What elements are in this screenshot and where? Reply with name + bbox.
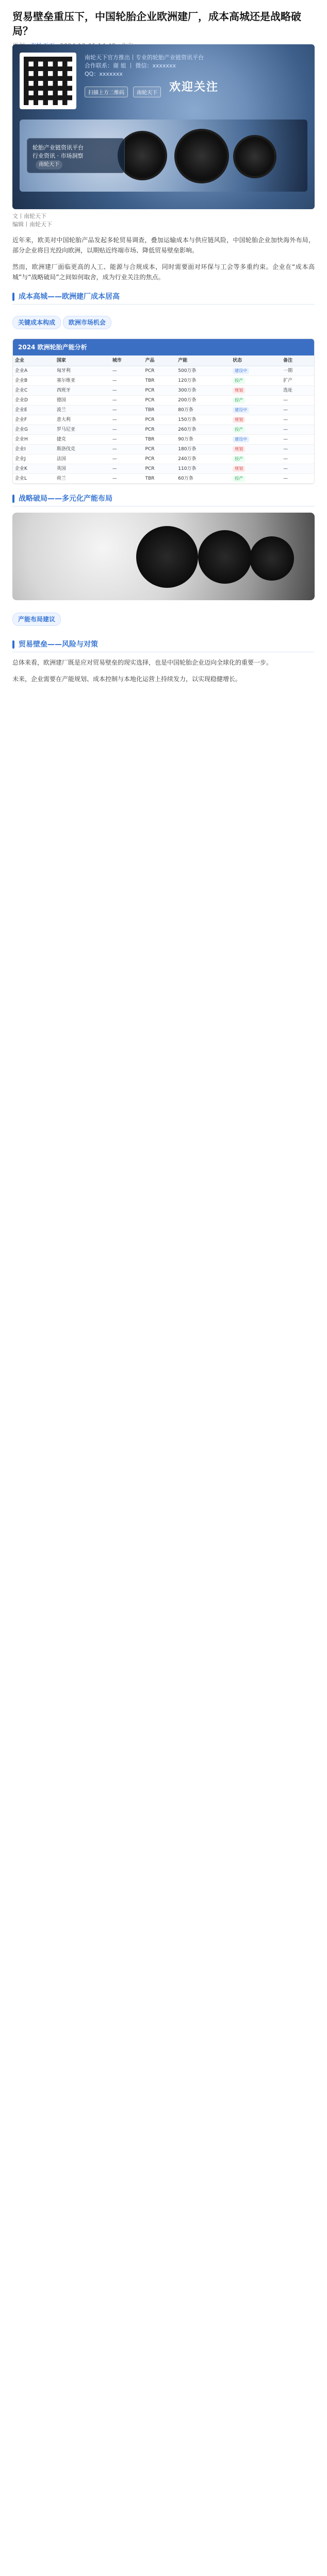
table-cell: TBR — [143, 376, 176, 386]
source-info — [12, 212, 315, 229]
hero-panel-pill: 南轮天下 — [36, 160, 62, 170]
table-cell: — — [281, 454, 314, 464]
table-header: 国家 — [55, 355, 110, 366]
table-cell: 企业F — [13, 415, 55, 425]
table-head — [13, 355, 314, 366]
table-cell: 扩产 — [281, 376, 314, 386]
hero-intro — [85, 54, 305, 78]
table-cell: 企业L — [13, 474, 55, 484]
table-cell — [231, 415, 281, 425]
table-cell — [231, 445, 281, 454]
tire-icon — [118, 131, 167, 180]
table-cell: 90万条 — [176, 435, 231, 445]
section-heading — [12, 492, 315, 506]
table-header: 城市 — [110, 355, 143, 366]
table-row — [13, 396, 314, 405]
subheading: 产能布局建议 — [12, 613, 61, 626]
table-cell: 260万条 — [176, 425, 231, 435]
table-cell: — — [110, 464, 143, 474]
table-header: 产能 — [176, 355, 231, 366]
table-cell: 110万条 — [176, 464, 231, 474]
table-header: 产品 — [143, 355, 176, 366]
table-cell: — — [281, 425, 314, 435]
table-cell — [231, 425, 281, 435]
table-cell: — — [110, 415, 143, 425]
table-cell: 波兰 — [55, 405, 110, 415]
table-cell: 斯洛伐克 — [55, 445, 110, 454]
table-row — [13, 386, 314, 396]
status-badge: 建设中 — [233, 368, 249, 374]
table-header: 状态 — [231, 355, 281, 366]
table-cell: — — [110, 405, 143, 415]
table-cell: 企业H — [13, 435, 55, 445]
tire-icon — [250, 536, 294, 581]
table-row — [13, 464, 314, 474]
hero-panel-subtitle: 行业资讯 · 市场洞察 — [32, 152, 84, 159]
table-row — [13, 415, 314, 425]
table-cell: 德国 — [55, 396, 110, 405]
table-cell: — — [281, 445, 314, 454]
table-cell: PCR — [143, 366, 176, 376]
table-cell: 意大利 — [55, 415, 110, 425]
table-cell: 匈牙利 — [55, 366, 110, 376]
table-cell: 企业I — [13, 445, 55, 454]
article-header — [0, 0, 327, 44]
status-badge: 规划 — [233, 446, 245, 452]
section-heading — [12, 637, 315, 652]
table-cell: 240万条 — [176, 454, 231, 464]
table-cell: 企业D — [13, 396, 55, 405]
table-row — [13, 435, 314, 445]
table-cell: — — [110, 454, 143, 464]
table-cell: TBR — [143, 405, 176, 415]
table-cell — [231, 386, 281, 396]
qr-code-pattern — [24, 57, 72, 105]
hero-buttons — [85, 87, 161, 97]
table-cell: 选址 — [281, 386, 314, 396]
hero-button-scan[interactable]: 扫描上方二维码 — [85, 87, 128, 97]
source-line-2: 编辑丨南轮天下 — [12, 221, 52, 228]
table-cell: — — [281, 415, 314, 425]
table-cell: 企业E — [13, 405, 55, 415]
table-cell: 企业J — [13, 454, 55, 464]
hero-image — [20, 120, 307, 192]
status-badge: 建设中 — [233, 436, 249, 443]
table-row — [13, 405, 314, 415]
table-cell: 200万条 — [176, 396, 231, 405]
status-badge: 规划 — [233, 387, 245, 394]
capacity-table — [12, 338, 315, 484]
table-cell: — — [281, 396, 314, 405]
status-badge: 投产 — [233, 378, 245, 384]
tire-icon — [136, 526, 198, 588]
tire-icon — [174, 129, 229, 183]
section-accent-bar — [12, 640, 14, 649]
table-title: 2024 欧洲轮胎产能分析 — [13, 339, 314, 355]
status-badge: 投产 — [233, 476, 245, 482]
paragraph: 然而，欧洲建厂面临更高的人工、能源与合规成本，同时需要面对环保与工会等多重约束。企业在“成本高城”与“战略破局”之间如何取舍，成为行业关注的焦点。 — [12, 263, 315, 281]
status-badge: 投产 — [233, 456, 245, 462]
status-badge: 规划 — [233, 417, 245, 423]
table-cell: 一期 — [281, 366, 314, 376]
table-cell: TBR — [143, 474, 176, 484]
table-cell: 60万条 — [176, 474, 231, 484]
paragraph: 近年来，欧美对中国轮胎产品发起多轮贸易调查，叠加运输成本与供应链风险，中国轮胎企业加快海外布局，部分企业将目光投向欧洲，以期贴近终端市场、降低贸易壁垒影响。 — [12, 236, 315, 254]
table-cell: PCR — [143, 396, 176, 405]
table-cell — [231, 405, 281, 415]
table-cell: 法国 — [55, 454, 110, 464]
table-cell: PCR — [143, 454, 176, 464]
table-cell: PCR — [143, 464, 176, 474]
table-cell — [231, 376, 281, 386]
table-row — [13, 474, 314, 484]
table-header: 备注 — [281, 355, 314, 366]
table-cell: 塞尔维亚 — [55, 376, 110, 386]
hero-intro-line-3: QQ：xxxxxxx — [85, 71, 123, 77]
table-cell: 企业A — [13, 366, 55, 376]
table-cell: — — [110, 376, 143, 386]
section-accent-bar — [12, 495, 14, 503]
hero-intro-line-2: 合作联系：谢 姐 丨 微信：xxxxxxx — [85, 62, 176, 69]
table-cell: — — [281, 405, 314, 415]
table-cell: — — [281, 474, 314, 484]
table-body — [13, 366, 314, 484]
section-accent-bar — [12, 293, 14, 301]
table-cell: — — [281, 435, 314, 445]
section-heading — [12, 290, 315, 304]
table-cell: 企业G — [13, 425, 55, 435]
status-badge: 投产 — [233, 397, 245, 403]
hero-button-brand[interactable]: 南轮天下 — [133, 87, 161, 97]
article-title: 贸易壁垒重压下，中国轮胎企业欧洲建厂，成本高城还是战略破局？ — [12, 10, 301, 37]
hero-panel-title: 轮胎产业链资讯平台 — [32, 144, 84, 151]
table-cell — [231, 366, 281, 376]
table-cell: 企业K — [13, 464, 55, 474]
table-row — [13, 454, 314, 464]
qr-code — [20, 53, 76, 109]
table-cell — [231, 474, 281, 484]
table-row — [13, 366, 314, 376]
article-content — [12, 235, 315, 690]
table-cell: — — [110, 366, 143, 376]
table-cell: 捷克 — [55, 435, 110, 445]
table-cell: 西班牙 — [55, 386, 110, 396]
article-image — [12, 513, 315, 600]
tire-icon — [198, 530, 252, 584]
table-cell: 企业B — [13, 376, 55, 386]
table-cell: 500万条 — [176, 366, 231, 376]
table-cell: PCR — [143, 445, 176, 454]
table-cell — [231, 454, 281, 464]
table-cell: 荷兰 — [55, 474, 110, 484]
subheading: 关键成本构成 — [12, 316, 61, 329]
hero-welcome: 欢迎关注 — [169, 81, 219, 94]
table-row — [13, 425, 314, 435]
table-row — [13, 376, 314, 386]
table-cell: TBR — [143, 435, 176, 445]
section-heading-label: 贸易壁垒——风险与对策 — [19, 640, 98, 649]
paragraph: 未来，企业需要在产能规划、成本控制与本地化运营上持续发力，以实现稳健增长。 — [12, 675, 242, 683]
source-line-1: 文丨南轮天下 — [12, 213, 46, 219]
paragraph: 总体来看，欧洲建厂既是应对贸易壁垒的现实选择，也是中国轮胎企业迈向全球化的重要一步。 — [12, 659, 273, 666]
table-header-row — [13, 355, 314, 366]
table-cell: — — [110, 435, 143, 445]
table-cell: 120万条 — [176, 376, 231, 386]
table-cell: 英国 — [55, 464, 110, 474]
table-cell: 180万条 — [176, 445, 231, 454]
table-cell — [231, 464, 281, 474]
table-cell: PCR — [143, 425, 176, 435]
table-cell: PCR — [143, 415, 176, 425]
table-row — [13, 445, 314, 454]
table-cell: — — [110, 474, 143, 484]
section-heading-label: 成本高城——欧洲建厂成本居高 — [19, 293, 120, 301]
table-cell — [231, 435, 281, 445]
table-cell: — — [110, 396, 143, 405]
tire-icon — [233, 135, 276, 178]
table-cell: — — [281, 464, 314, 474]
status-badge: 规划 — [233, 466, 245, 472]
table-cell: 150万条 — [176, 415, 231, 425]
table-cell: 罗马尼亚 — [55, 425, 110, 435]
table-cell: — — [110, 425, 143, 435]
table-cell: PCR — [143, 386, 176, 396]
status-badge: 投产 — [233, 427, 245, 433]
hero-banner — [12, 44, 315, 209]
table-cell: — — [110, 386, 143, 396]
table-cell: 80万条 — [176, 405, 231, 415]
section-heading-label: 战略破局——多元化产能布局 — [19, 495, 112, 503]
status-badge: 建设中 — [233, 407, 249, 413]
table — [13, 355, 314, 484]
table-cell: 300万条 — [176, 386, 231, 396]
table-cell — [231, 396, 281, 405]
table-header: 企业 — [13, 355, 55, 366]
hero-intro-line-1: 南轮天下官方推出丨专业的轮胎产业链资讯平台 — [85, 54, 204, 61]
hero-panel — [27, 138, 125, 173]
subheading: 欧洲市场机会 — [63, 316, 111, 329]
table-cell: — — [110, 445, 143, 454]
table-cell: 企业C — [13, 386, 55, 396]
